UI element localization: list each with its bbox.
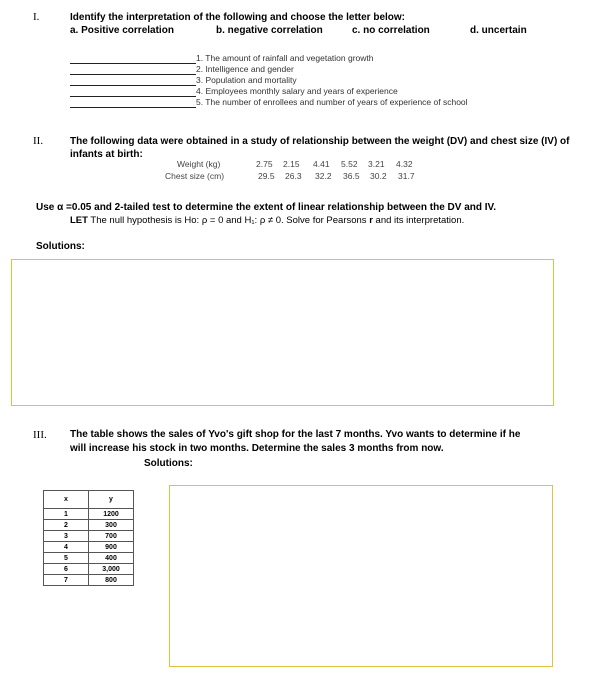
weight-value: 5.52 [341, 159, 358, 169]
section-2-intro-line-2: infants at birth: [70, 149, 143, 160]
chest-size-value: 31.7 [398, 171, 415, 181]
month-cell: 3 [44, 531, 89, 542]
section-3-numeral: III. [33, 429, 47, 441]
month-cell: 6 [44, 564, 89, 575]
table-row [44, 531, 134, 542]
answer-blank-3[interactable] [70, 85, 196, 86]
weight-label: Weight (kg) [177, 159, 221, 169]
chest-size-value: 29.5 [258, 171, 275, 181]
month-cell: 2 [44, 520, 89, 531]
section-1-numeral: I. [33, 11, 40, 23]
option-a: a. Positive correlation [70, 25, 174, 36]
weight-value: 4.41 [313, 159, 330, 169]
section-1-instruction: Identify the interpretation of the following and choose the letter below: [70, 12, 406, 23]
let-word: LET [70, 215, 88, 226]
table-row [44, 564, 134, 575]
test-instruction: Use α =0.05 and 2-tailed test to determine the extent of linear relationship between the DV and IV. [36, 202, 497, 213]
sales-cell: 800 [89, 575, 134, 586]
month-cell: 1 [44, 509, 89, 520]
item-1: 1. The amount of rainfall and vegetation growth [196, 53, 374, 63]
hypothesis-text-a: The null hypothesis is Ho: ρ = 0 and H₁: ρ ≠ 0. Solve for Pearsons [87, 215, 370, 226]
data-table [0, 158, 601, 188]
sales-cell: 900 [89, 542, 134, 553]
month-cell: 5 [44, 553, 89, 564]
sales-cell: 700 [89, 531, 134, 542]
weight-value: 2.75 [256, 159, 273, 169]
section-2-intro-line-1: The following data were obtained in a study of relationship between the weight (DV) and chest size (IV) of [70, 136, 570, 147]
section-3-intro-line-1: The table shows the sales of Yvo's gift shop for the last 7 months. Yvo wants to determine if he [70, 429, 521, 440]
table-row [44, 575, 134, 586]
section-3-solutions-label: Solutions: [144, 458, 193, 469]
section-3-solution-box[interactable] [169, 485, 553, 667]
item-5: 5. The number of enrollees and number of years of experience of school [196, 97, 468, 107]
section-2-numeral: II. [33, 135, 44, 147]
answer-blank-1[interactable] [70, 63, 196, 64]
column-header-x: x [44, 491, 89, 509]
column-header-y: y [89, 491, 134, 509]
sales-cell: 1200 [89, 509, 134, 520]
table-row [44, 509, 134, 520]
weight-value: 2.15 [283, 159, 300, 169]
table-row [44, 542, 134, 553]
sales-cell: 400 [89, 553, 134, 564]
pearson-r: r [369, 215, 373, 226]
table-header-row [44, 491, 134, 509]
section-2-solution-box[interactable] [11, 259, 554, 406]
item-2: 2. Intelligence and gender [196, 64, 294, 74]
answer-blank-4[interactable] [70, 96, 196, 97]
chest-size-value: 30.2 [370, 171, 387, 181]
weight-value: 4.32 [396, 159, 413, 169]
option-d: d. uncertain [470, 25, 527, 36]
answer-blank-5[interactable] [70, 107, 196, 108]
sales-cell: 300 [89, 520, 134, 531]
chest-size-label: Chest size (cm) [165, 171, 225, 181]
month-cell: 4 [44, 542, 89, 553]
hypothesis-text-b: and its interpretation. [372, 215, 465, 226]
option-c: c. no correlation [352, 25, 430, 36]
chest-size-value: 36.5 [343, 171, 360, 181]
chest-size-value: 32.2 [315, 171, 332, 181]
hypothesis-statement [70, 215, 464, 226]
weight-value: 3.21 [368, 159, 385, 169]
sales-cell: 3,000 [89, 564, 134, 575]
item-4: 4. Employees monthly salary and years of experience [196, 86, 398, 96]
sales-table [43, 490, 134, 586]
chest-size-value: 26.3 [285, 171, 302, 181]
option-b: b. negative correlation [216, 25, 323, 36]
answer-blank-2[interactable] [70, 74, 196, 75]
table-row [44, 553, 134, 564]
section-3-intro-line-2: will increase his stock in two months. Determine the sales 3 months from now. [70, 443, 444, 454]
item-3: 3. Population and mortality [196, 75, 297, 85]
table-row [44, 520, 134, 531]
section-2-solutions-label: Solutions: [36, 241, 85, 252]
month-cell: 7 [44, 575, 89, 586]
